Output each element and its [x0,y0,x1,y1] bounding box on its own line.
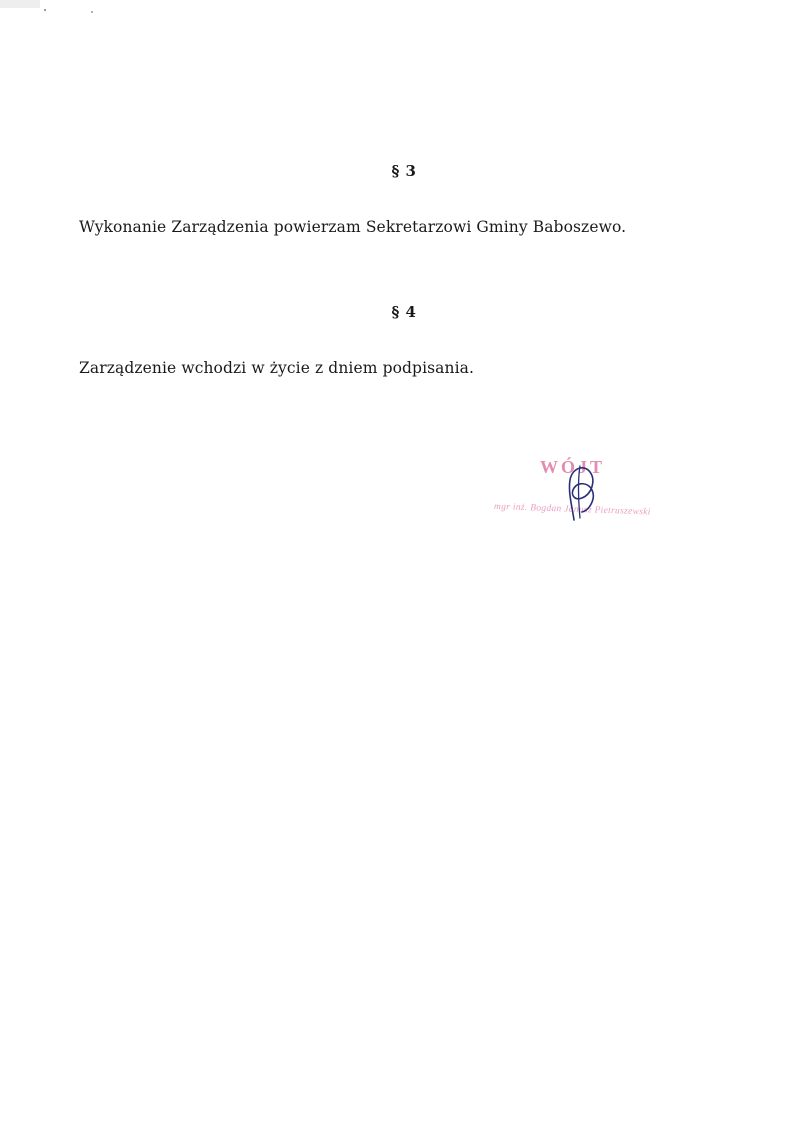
section-4-text: Zarządzenie wchodzi w życie z dniem podpisania. [79,359,475,377]
section-4-heading: § 4 [391,303,417,321]
stamp-title: WÓJT [540,457,606,477]
stamp-name: mgr inż. Bogdan Janusz Pietruszewski [493,502,651,518]
handwritten-signature [562,458,602,528]
official-stamp [480,450,690,540]
scan-artifacts [0,0,120,20]
section-3-heading: § 3 [391,162,417,180]
section-3-text: Wykonanie Zarządzenia powierzam Sekretarzowi Gminy Baboszewo. [79,218,627,236]
